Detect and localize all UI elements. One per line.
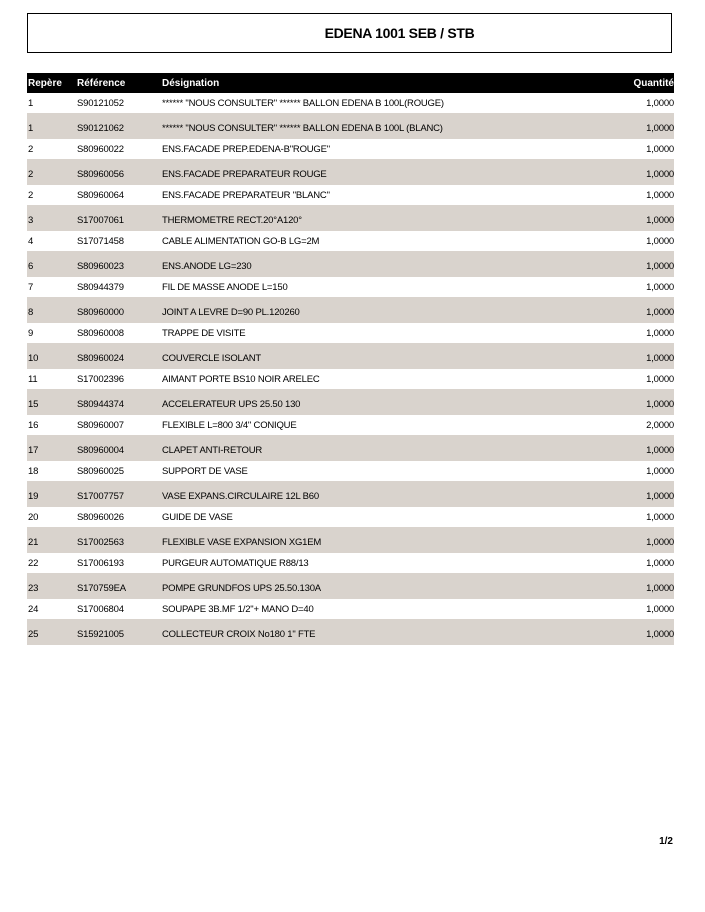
cell-quantite: 1,0000 — [646, 327, 674, 339]
cell-designation: THERMOMETRE RECT.20°A120° — [162, 214, 302, 226]
cell-designation: CABLE ALIMENTATION GO-B LG=2M — [162, 235, 320, 247]
table-row — [27, 481, 674, 507]
cell-quantite: 1,0000 — [646, 582, 674, 594]
cell-quantite: 1,0000 — [646, 603, 674, 615]
cell-reference: S80960022 — [77, 143, 124, 155]
parts-table — [27, 73, 674, 645]
table-row — [27, 599, 674, 619]
cell-repere: 18 — [28, 465, 39, 477]
cell-designation: COLLECTEUR CROIX No180 1" FTE — [162, 628, 316, 640]
table-row — [27, 415, 674, 435]
cell-designation: ENS.FACADE PREP.EDENA-B"ROUGE" — [162, 143, 330, 155]
cell-repere: 9 — [28, 327, 34, 339]
cell-quantite: 1,0000 — [646, 444, 674, 456]
cell-repere: 16 — [28, 419, 39, 431]
cell-repere: 3 — [28, 214, 34, 226]
cell-reference: S80960025 — [77, 465, 124, 477]
table-row — [27, 231, 674, 251]
cell-quantite: 1,0000 — [646, 143, 674, 155]
cell-repere: 10 — [28, 352, 39, 364]
cell-designation: COUVERCLE ISOLANT — [162, 352, 262, 364]
cell-designation: POMPE GRUNDFOS UPS 25.50.130A — [162, 582, 321, 594]
cell-quantite: 1,0000 — [646, 235, 674, 247]
cell-repere: 20 — [28, 511, 39, 523]
table-row — [27, 527, 674, 553]
cell-reference: S80944374 — [77, 398, 124, 410]
cell-reference: S80960026 — [77, 511, 124, 523]
table-row — [27, 251, 674, 277]
cell-reference: S80960056 — [77, 168, 124, 180]
cell-reference: S17007061 — [77, 214, 124, 226]
cell-designation: VASE EXPANS.CIRCULAIRE 12L B60 — [162, 490, 319, 502]
cell-reference: S80960023 — [77, 260, 124, 272]
header-repere: Repère — [28, 77, 62, 89]
cell-quantite: 1,0000 — [646, 260, 674, 272]
cell-quantite: 1,0000 — [646, 511, 674, 523]
table-row — [27, 369, 674, 389]
cell-repere: 2 — [28, 189, 34, 201]
cell-repere: 21 — [28, 536, 39, 548]
cell-designation: ENS.FACADE PREPARATEUR ROUGE — [162, 168, 327, 180]
table-row — [27, 343, 674, 369]
cell-quantite: 2,0000 — [646, 419, 674, 431]
cell-repere: 24 — [28, 603, 39, 615]
cell-quantite: 1,0000 — [646, 97, 674, 109]
table-body — [27, 93, 674, 645]
header-quantite: Quantité — [633, 77, 674, 89]
table-row — [27, 139, 674, 159]
cell-reference: S170759EA — [77, 582, 126, 594]
cell-designation: PURGEUR AUTOMATIQUE R88/13 — [162, 557, 309, 569]
cell-quantite: 1,0000 — [646, 536, 674, 548]
cell-reference: S17006193 — [77, 557, 124, 569]
cell-designation: SUPPORT DE VASE — [162, 465, 248, 477]
table-header — [27, 73, 674, 93]
table-row — [27, 461, 674, 481]
cell-reference: S80944379 — [77, 281, 124, 293]
cell-repere: 25 — [28, 628, 39, 640]
cell-repere: 17 — [28, 444, 39, 456]
table-row — [27, 205, 674, 231]
cell-repere: 7 — [28, 281, 34, 293]
cell-quantite: 1,0000 — [646, 306, 674, 318]
cell-reference: S80960000 — [77, 306, 124, 318]
cell-designation: AIMANT PORTE BS10 NOIR ARELEC — [162, 373, 320, 385]
cell-reference: S17002396 — [77, 373, 124, 385]
cell-designation: ACCELERATEUR UPS 25.50 130 — [162, 398, 301, 410]
cell-designation: JOINT A LEVRE D=90 PL.120260 — [162, 306, 300, 318]
cell-repere: 2 — [28, 168, 34, 180]
cell-designation: FIL DE MASSE ANODE L=150 — [162, 281, 288, 293]
cell-quantite: 1,0000 — [646, 373, 674, 385]
cell-quantite: 1,0000 — [646, 398, 674, 410]
table-row — [27, 277, 674, 297]
cell-designation: ENS.ANODE LG=230 — [162, 260, 252, 272]
cell-repere: 1 — [28, 97, 34, 109]
header-reference: Référence — [77, 77, 126, 89]
cell-reference: S80960007 — [77, 419, 124, 431]
cell-reference: S15921005 — [77, 628, 124, 640]
cell-reference: S17006804 — [77, 603, 124, 615]
table-row — [27, 113, 674, 139]
cell-reference: S17002563 — [77, 536, 124, 548]
cell-reference: S80960008 — [77, 327, 124, 339]
header-designation: Désignation — [162, 77, 220, 89]
cell-quantite: 1,0000 — [646, 214, 674, 226]
title-box — [27, 13, 672, 53]
cell-quantite: 1,0000 — [646, 189, 674, 201]
cell-reference: S17007757 — [77, 490, 124, 502]
cell-repere: 19 — [28, 490, 39, 502]
cell-repere: 2 — [28, 143, 34, 155]
cell-reference: S80960024 — [77, 352, 124, 364]
cell-repere: 22 — [28, 557, 39, 569]
cell-designation: ****** "NOUS CONSULTER" ****** BALLON EDENA B 100L(ROUGE) — [162, 97, 444, 109]
cell-designation: FLEXIBLE L=800 3/4" CONIQUE — [162, 419, 297, 431]
cell-designation: TRAPPE DE VISITE — [162, 327, 246, 339]
cell-quantite: 1,0000 — [646, 352, 674, 364]
table-row — [27, 507, 674, 527]
cell-quantite: 1,0000 — [646, 281, 674, 293]
cell-designation: GUIDE DE VASE — [162, 511, 233, 523]
cell-reference: S90121052 — [77, 97, 124, 109]
cell-designation: ENS.FACADE PREPARATEUR "BLANC" — [162, 189, 330, 201]
cell-designation: CLAPET ANTI-RETOUR — [162, 444, 263, 456]
table-row — [27, 159, 674, 185]
cell-quantite: 1,0000 — [646, 122, 674, 134]
cell-repere: 8 — [28, 306, 34, 318]
cell-repere: 23 — [28, 582, 39, 594]
cell-designation: SOUPAPE 3B.MF 1/2"+ MANO D=40 — [162, 603, 314, 615]
cell-designation: ****** "NOUS CONSULTER" ****** BALLON EDENA B 100L (BLANC) — [162, 122, 443, 134]
cell-repere: 4 — [28, 235, 34, 247]
document-title: EDENA 1001 SEB / STB — [324, 25, 475, 41]
table-row — [27, 185, 674, 205]
cell-quantite: 1,0000 — [646, 557, 674, 569]
table-row — [27, 435, 674, 461]
cell-reference: S17071458 — [77, 235, 124, 247]
table-row — [27, 297, 674, 323]
cell-repere: 1 — [28, 122, 34, 134]
cell-quantite: 1,0000 — [646, 465, 674, 477]
cell-reference: S90121062 — [77, 122, 124, 134]
table-row — [27, 619, 674, 645]
table-row — [27, 553, 674, 573]
cell-repere: 15 — [28, 398, 39, 410]
cell-designation: FLEXIBLE VASE EXPANSION XG1EM — [162, 536, 322, 548]
table-row — [27, 389, 674, 415]
cell-repere: 6 — [28, 260, 34, 272]
cell-reference: S80960064 — [77, 189, 124, 201]
table-row — [27, 323, 674, 343]
cell-quantite: 1,0000 — [646, 628, 674, 640]
table-row — [27, 93, 674, 113]
cell-quantite: 1,0000 — [646, 168, 674, 180]
cell-reference: S80960004 — [77, 444, 124, 456]
table-row — [27, 573, 674, 599]
cell-quantite: 1,0000 — [646, 490, 674, 502]
page-number: 1/2 — [659, 836, 673, 847]
cell-repere: 11 — [28, 373, 38, 385]
